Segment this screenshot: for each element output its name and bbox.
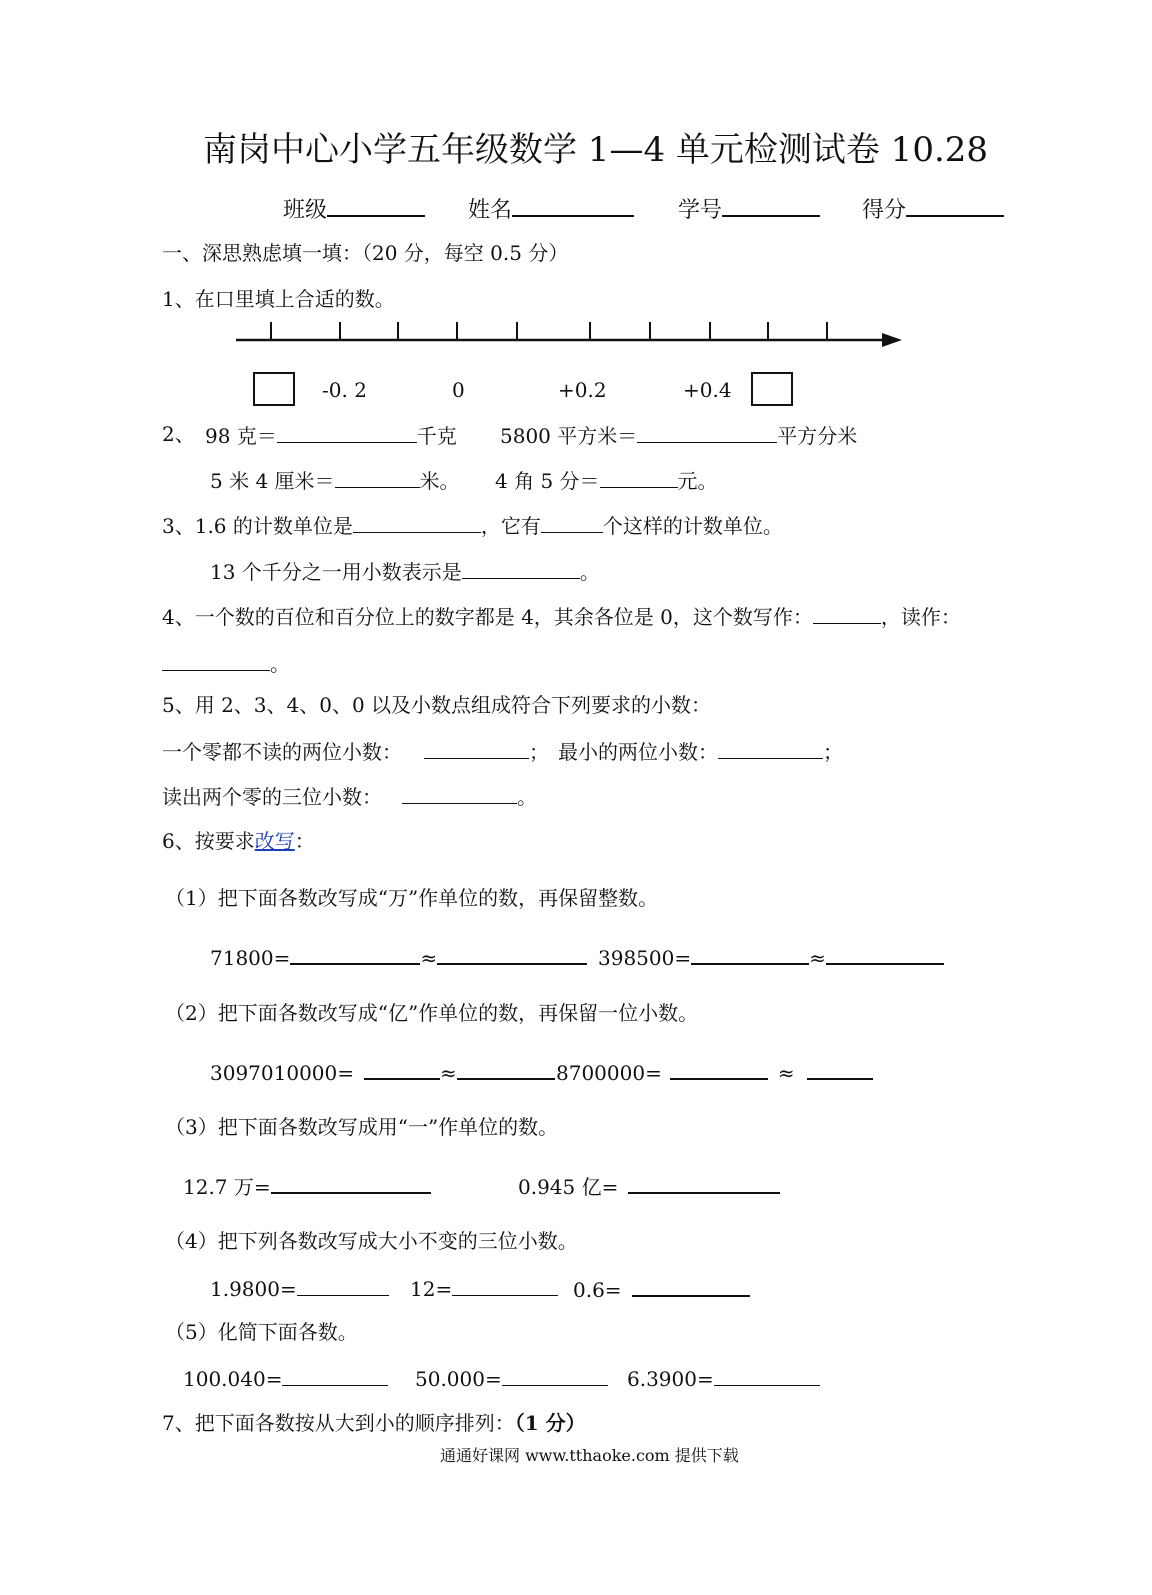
page-footer: 通通好课网 www.tthaoke.com 提供下载 xyxy=(440,1446,739,1465)
answer-blank[interactable] xyxy=(162,650,270,671)
answer-box-right[interactable] xyxy=(751,372,793,406)
answer-blank[interactable] xyxy=(628,1172,780,1194)
answer-blank[interactable] xyxy=(632,1275,750,1297)
q6-part5: （5）化简下面各数。 xyxy=(165,1320,358,1344)
number-line xyxy=(230,318,910,352)
q3-line1: 3、1.6 的计数单位是 ，它有 个这样的计数单位。 xyxy=(162,514,783,538)
answer-blank[interactable] xyxy=(452,1275,558,1296)
answer-blank[interactable] xyxy=(282,1365,388,1386)
q6-part5-a: 100.040= xyxy=(183,1365,388,1391)
q4-line2: 。 xyxy=(162,650,290,676)
name-label: 姓名 xyxy=(468,198,513,223)
tick-label: +0.4 xyxy=(683,378,732,402)
q6-part4-a: 1.9800= xyxy=(210,1275,389,1301)
answer-blank[interactable] xyxy=(826,943,944,965)
name-blank[interactable] xyxy=(512,195,634,217)
score-blank[interactable] xyxy=(906,195,1004,217)
answer-blank[interactable] xyxy=(462,558,580,579)
answer-blank[interactable] xyxy=(807,1058,873,1080)
answer-blank[interactable] xyxy=(714,1365,820,1386)
q7-prompt: 7、把下面各数按从大到小的顺序排列：（1 分） xyxy=(162,1411,586,1435)
answer-blank[interactable] xyxy=(457,1058,555,1080)
q2-item-a: 98 克＝ 千克 xyxy=(205,424,457,448)
student-number-field xyxy=(678,195,820,223)
q6-part2: （2）把下面各数改写成“亿”作单位的数，再保留一位小数。 xyxy=(165,1001,699,1025)
tick-label: +0.2 xyxy=(558,378,607,402)
q1-prompt: 1、在口里填上合适的数。 xyxy=(162,287,395,311)
answer-blank[interactable] xyxy=(424,738,529,759)
q5-line-c: 读出两个零的三位小数： 。 xyxy=(162,785,537,809)
answer-blank[interactable] xyxy=(718,738,823,759)
q6-part3-b: 0.945 亿= xyxy=(518,1172,780,1199)
answer-blank[interactable] xyxy=(670,1058,768,1080)
answer-blank[interactable] xyxy=(637,422,777,443)
class-label: 班级 xyxy=(283,198,328,223)
q2-number: 2、 xyxy=(162,422,195,446)
answer-blank[interactable] xyxy=(691,943,809,965)
answer-blank[interactable] xyxy=(600,467,678,488)
name-field xyxy=(468,195,634,223)
q6-part5-b: 50.000= xyxy=(415,1365,608,1391)
q2-item-d: 4 角 5 分＝ 元。 xyxy=(495,469,718,493)
q6-part2-a: 3097010000= ≈ xyxy=(210,1058,555,1085)
q5-line-a: 一个零都不读的两位小数： ； xyxy=(162,740,549,764)
q5-line-b: 最小的两位小数： ； xyxy=(558,740,843,764)
q6-part4: （4）把下列各数改写成大小不变的三位小数。 xyxy=(165,1229,578,1253)
answer-blank[interactable] xyxy=(271,1172,431,1194)
rewrite-link[interactable]: 改写 xyxy=(254,829,295,853)
student-number-blank[interactable] xyxy=(722,195,820,217)
answer-blank[interactable] xyxy=(364,1058,440,1080)
answer-blank[interactable] xyxy=(402,783,517,804)
score-field xyxy=(862,195,1004,223)
answer-blank[interactable] xyxy=(502,1365,608,1386)
q6-part4-b: 12= xyxy=(410,1275,558,1301)
q6-part1-a: 71800= ≈ xyxy=(210,943,587,970)
class-blank[interactable] xyxy=(327,195,425,217)
q6-part3-a: 12.7 万= xyxy=(183,1172,431,1199)
answer-blank[interactable] xyxy=(353,512,481,533)
answer-blank[interactable] xyxy=(297,1275,389,1296)
q6-part4-c: 0.6= xyxy=(573,1275,750,1302)
page-title: 南岗中心小学五年级数学 1—4 单元检测试卷 10.28 xyxy=(203,130,989,170)
tick-label: 0 xyxy=(452,378,465,402)
q6-part2-b: 8700000= ≈ xyxy=(556,1058,873,1085)
score-label: 得分 xyxy=(862,198,907,223)
tick-label: -0. 2 xyxy=(322,378,367,402)
answer-box-left[interactable] xyxy=(253,372,295,406)
answer-blank[interactable] xyxy=(335,467,420,488)
q6-part5-c: 6.3900= xyxy=(627,1365,820,1391)
q6-part3: （3）把下面各数改写成用“一”作单位的数。 xyxy=(165,1115,559,1139)
class-field xyxy=(283,195,425,223)
q6-prompt: 6、按要求改写： xyxy=(162,829,315,853)
q3-line2: 13 个千分之一用小数表示是 。 xyxy=(210,560,600,584)
q6-part1: （1）把下面各数改写成“万”作单位的数，再保留整数。 xyxy=(165,886,659,910)
student-number-label: 学号 xyxy=(678,198,723,223)
q2-item-b: 5800 平方米＝ 平方分米 xyxy=(500,424,858,448)
section-heading: 一、深思熟虑填一填：（20 分，每空 0.5 分） xyxy=(162,241,569,265)
q5-prompt: 5、用 2、3、4、0、0 以及小数点组成符合下列要求的小数： xyxy=(162,693,712,717)
q4-line1: 4、一个数的百位和百分位上的数字都是 4，其余各位是 0，这个数写作： ，读作： xyxy=(162,605,961,629)
q6-part1-b: 398500= ≈ xyxy=(598,943,944,970)
answer-blank[interactable] xyxy=(541,512,603,533)
answer-blank[interactable] xyxy=(277,422,417,443)
answer-blank[interactable] xyxy=(813,603,881,624)
answer-blank[interactable] xyxy=(290,943,420,965)
q2-item-c: 5 米 4 厘米＝ 米。 xyxy=(210,469,460,493)
answer-blank[interactable] xyxy=(437,943,587,965)
